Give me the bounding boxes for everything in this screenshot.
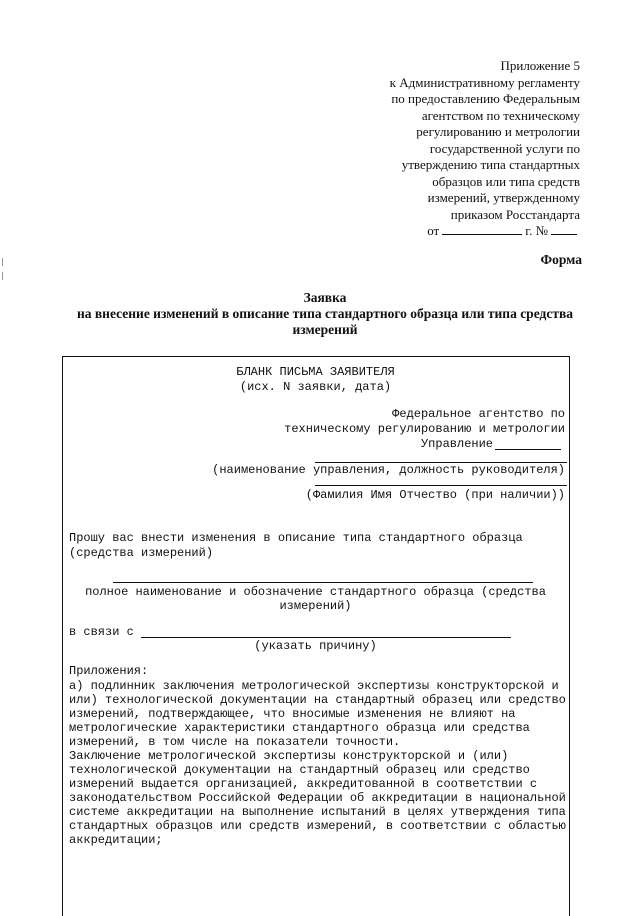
addressee-line-1: Федеральное агентство по xyxy=(392,407,565,421)
attachment-note xyxy=(69,749,566,847)
attachment-note-line: технологической документации на стандартный образец или средство xyxy=(69,763,530,777)
appendix-line: агентством по техническому xyxy=(421,107,580,123)
addressee-line-2: техническому регулированию и метрологии xyxy=(284,422,565,436)
department-blank xyxy=(495,449,561,450)
reason-caption: (указать причину) xyxy=(254,639,377,653)
attachment-a-line: или) технологической документации на стандартный образец или средство xyxy=(69,693,566,707)
reason-label: в связи с xyxy=(69,625,134,639)
attachment-note-line: аккредитации; xyxy=(69,833,163,847)
request-text-1: Прошу вас внести изменения в описание типа стандартного образца xyxy=(69,531,523,545)
reason-blank xyxy=(141,637,511,638)
scan-mark xyxy=(2,272,3,280)
attachment-note-line: системе аккредитации на выполнение испытаний в целях утверждения типа xyxy=(69,805,566,819)
object-caption-2: измерений) xyxy=(279,599,352,613)
letterhead-subtitle: (исх. N заявки, дата) xyxy=(239,380,392,394)
appendix-line: Приложение 5 xyxy=(500,58,580,73)
attachment-a-line: измерений, в том числе на показатели точности. xyxy=(69,735,401,749)
attachment-note-line: стандартных образцов или средств измерений, в соответствии с областью xyxy=(69,819,566,833)
appendix-line: регулированию и метрологии xyxy=(416,124,580,139)
appendix-line: приказом Росстандарта xyxy=(450,206,580,222)
request-text-2: (средства измерений) xyxy=(69,546,214,560)
letterhead-title: БЛАНК ПИСЬМА ЗАЯВИТЕЛЯ xyxy=(236,365,395,379)
attachment-a xyxy=(69,679,566,749)
appendix-line: утверждению типа стандартных xyxy=(401,157,580,172)
attachment-note-line: измерений выдается организацией, аккредитованной в соответствии с xyxy=(69,777,538,791)
addressee-line-3: Управление xyxy=(420,437,493,451)
attachments-title: Приложения: xyxy=(69,664,149,678)
appendix-line: к Административному регламенту xyxy=(389,74,580,90)
date-blank xyxy=(442,223,522,235)
heading-title: Заявка xyxy=(303,290,347,305)
number-blank xyxy=(551,223,577,235)
form-label: Форма xyxy=(540,252,582,267)
document-heading xyxy=(70,290,580,338)
object-name-blank xyxy=(113,582,533,583)
appendix-block xyxy=(360,58,580,240)
full-name-blank xyxy=(315,485,567,486)
attachment-a-line: измерений, подтверждающее, что вносимые изменения не влияют на xyxy=(69,707,516,721)
order-date-line xyxy=(427,223,580,240)
attachment-note-line: законодательством Российской Федерации об аккредитации в национальной xyxy=(69,791,566,805)
full-name-caption: (Фамилия Имя Отчество (при наличии)) xyxy=(305,488,565,502)
appendix-line: государственной услуги по xyxy=(429,140,580,156)
appendix-line: по предоставлению Федеральным xyxy=(391,91,580,106)
attachment-note-line: Заключение метрологической экспертизы конструкторской и (или) xyxy=(69,749,509,763)
appendix-line: измерений, утвержденному xyxy=(427,190,580,205)
date-prefix: от xyxy=(427,223,440,238)
attachment-a-line: а) подлинник заключения метрологической экспертизы конструкторской и xyxy=(69,679,559,693)
scan-mark xyxy=(2,258,3,266)
heading-subtitle-cont: измерений xyxy=(292,322,358,337)
appendix-line: образцов или типа средств xyxy=(432,173,580,189)
date-mid: г. № xyxy=(525,223,548,238)
attachment-a-line: метрологические характеристики стандартного образца или средства xyxy=(69,721,530,735)
object-caption-1: полное наименование и обозначение стандартного образца (средства xyxy=(85,585,546,599)
heading-subtitle: на внесение изменений в описание типа стандартного образца или типа средства xyxy=(76,306,573,321)
application-form-box xyxy=(62,356,570,916)
department-caption: (наименование управления, должность руководителя) xyxy=(212,463,565,477)
